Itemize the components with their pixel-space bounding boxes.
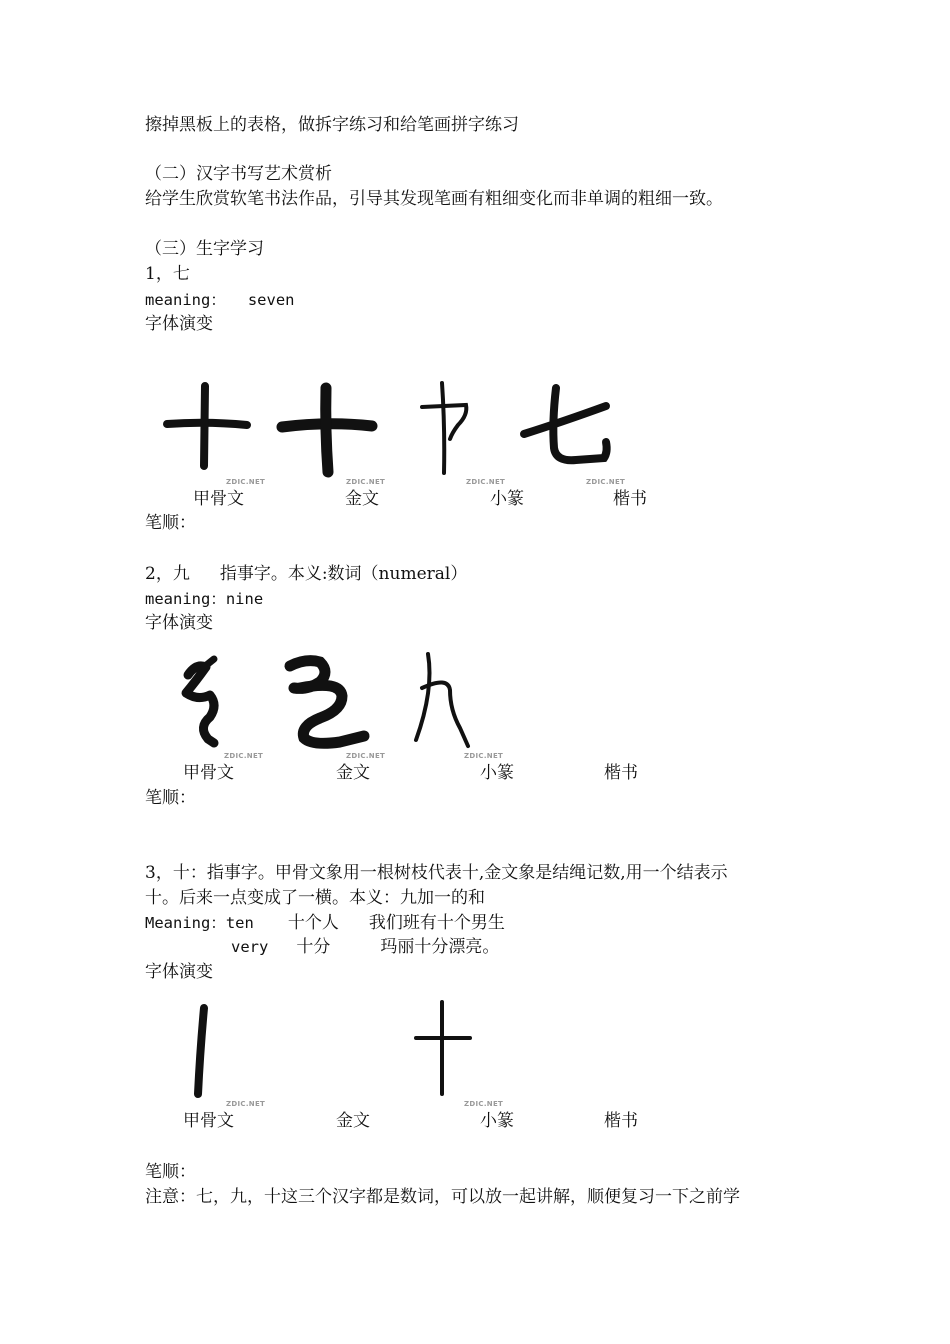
char-1-heading: 1，七 [145,264,190,284]
qi-seal-glyph [418,377,478,477]
meaning-label: meaning： [145,590,226,608]
char-2-meaning-row [145,588,263,610]
char-2-heading-desc: 指事字。本义:数词（numeral） [219,564,468,584]
meaning-value: seven [247,291,295,309]
watermark: ZDIC.NET [346,752,386,760]
label-oracle: 甲骨文 [193,489,244,509]
qi-regular-glyph [518,382,613,468]
watermark: ZDIC.NET [586,478,626,486]
label-seal: 小篆 [490,489,524,509]
section-2-body: 给学生欣赏软笔书法作品，引导其发现笔画有粗细变化而非单调的粗细一致。 [145,189,723,209]
char-2-heading [145,563,467,585]
char-3-desc-line2: 十。后来一点变成了一横。本义：九加一的和 [145,888,485,908]
intro-line: 擦掉黑板上的表格，做拆字练习和给笔画拼字练习 [145,115,519,135]
label-oracle: 甲骨文 [183,763,234,783]
char-2-evolution-label: 字体演变 [145,613,213,633]
char-3-meaning-row-2 [231,936,499,958]
watermark: ZDIC.NET [226,478,266,486]
char-2-stroke-order: 笔顺： [145,788,196,808]
label-seal: 小篆 [480,1111,514,1131]
label-seal: 小篆 [480,763,514,783]
watermark: ZDIC.NET [464,1100,504,1108]
meaning-en: very [231,938,269,956]
char-3-evolution-label: 字体演变 [145,962,213,982]
char-1-evolution-label: 字体演变 [145,314,213,334]
meaning-value: nine [225,590,264,608]
meaning-label: Meaning： [145,914,226,932]
label-bronze: 金文 [336,763,370,783]
shi-oracle-glyph [190,1002,214,1100]
char-1-stroke-order: 笔顺： [145,513,196,533]
watermark: ZDIC.NET [224,752,264,760]
label-bronze: 金文 [336,1111,370,1131]
watermark: ZDIC.NET [466,478,506,486]
qi-bronze-glyph [278,380,378,478]
watermark: ZDIC.NET [464,752,504,760]
char-3-desc-line1: 3，十：指事字。甲骨文象用一根树枝代表十,金文象是结绳记数,用一个结表示 [145,863,728,883]
section-2-title: （二）汉字书写艺术赏析 [145,164,332,184]
jiu-bronze-glyph [280,652,370,750]
qi-oracle-glyph [162,380,252,472]
char-1-meaning-row [145,289,295,311]
watermark: ZDIC.NET [346,478,386,486]
label-regular: 楷书 [604,1111,638,1131]
example-sentence: 玛丽十分漂亮。 [380,937,500,957]
label-oracle: 甲骨文 [183,1111,234,1131]
watermark: ZDIC.NET [226,1100,266,1108]
meaning-en: ten [225,914,254,932]
jiu-seal-glyph [412,650,474,750]
label-bronze: 金文 [345,489,379,509]
example-word: 十分 [296,937,331,957]
example-word: 十个人 [287,913,339,933]
meaning-label: meaning： [145,291,226,309]
shi-seal-glyph [412,998,474,1098]
section-3-title: （三）生字学习 [145,239,264,259]
example-sentence: 我们班有十个男生 [368,913,505,933]
char-2-heading-num: 2，九 [145,564,190,584]
char-3-stroke-order: 笔顺： [145,1162,196,1182]
jiu-oracle-glyph [178,655,228,750]
label-regular: 楷书 [604,763,638,783]
label-regular: 楷书 [613,489,647,509]
char-3-meaning-row-1 [145,912,505,934]
note-line: 注意：七，九，十这三个汉字都是数词，可以放一起讲解，顺便复习一下之前学 [145,1187,740,1207]
